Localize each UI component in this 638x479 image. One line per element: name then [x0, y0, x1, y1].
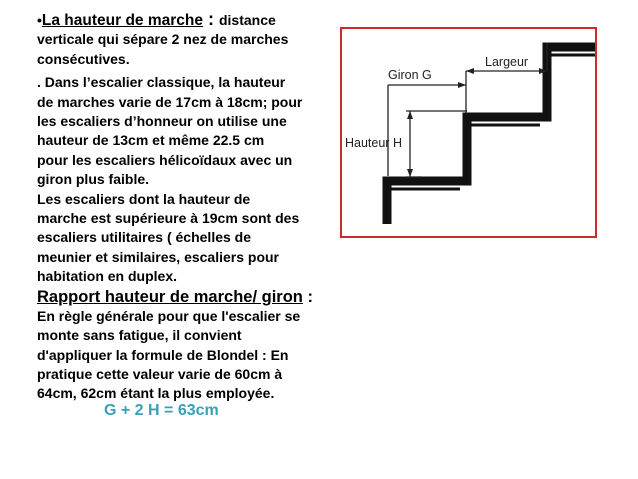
text-block: [37, 10, 349, 404]
heading-colon: :: [302, 287, 313, 306]
text-line: giron plus faible.: [37, 171, 150, 188]
text-line: distance: [218, 12, 276, 28]
hauteur-arrow-bottom: [407, 169, 413, 177]
stair-diagram: [340, 27, 597, 238]
text-line: habitation en duplex.: [37, 268, 178, 285]
blondel-formula: G + 2 H = 63cm: [104, 402, 219, 419]
heading-rapport-hauteur-giron: Rapport hauteur de marche/ giron: [37, 287, 303, 306]
text-line: d'appliquer la formule de Blondel : En: [37, 346, 289, 363]
largeur-arrow-left: [466, 68, 474, 74]
label-hauteur: Hauteur H: [345, 136, 402, 150]
text-line: de marches varie de 17cm à 18cm; pour: [37, 93, 303, 110]
paragraph-hauteur-de-marche: [37, 10, 349, 30]
text-line: marche est supérieure à 19cm sont des: [37, 210, 300, 227]
text-line: En règle générale pour que l'escalier se: [37, 307, 301, 324]
text-line: hauteur de 13cm et même 22.5 cm: [37, 132, 265, 149]
text-line: . Dans l’escalier classique, la hauteur: [37, 74, 286, 91]
bullet: •: [37, 12, 42, 28]
text-line: verticale qui sépare 2 nez de marches: [37, 31, 289, 48]
heading-hauteur-de-marche: La hauteur de marche: [41, 12, 203, 29]
paragraph-rapport: [37, 287, 349, 307]
label-largeur: Largeur: [485, 55, 529, 69]
text-line: pratique cette valeur varie de 60cm à: [37, 365, 283, 382]
text-line: escaliers utilitaires ( échelles de: [37, 229, 252, 246]
text-line: meunier et similaires, escaliers pour: [37, 248, 280, 265]
text-line: Les escaliers dont la hauteur de: [37, 190, 251, 207]
hauteur-arrow-top: [407, 111, 413, 119]
giron-arrow-right: [458, 82, 466, 88]
text-line: pour les escaliers hélicoïdaux avec un: [37, 151, 293, 168]
text-line: monte sans fatigue, il convient: [37, 327, 242, 344]
stair-diagram-svg: [342, 29, 595, 236]
text-line: les escaliers d’honneur on utilise une: [37, 113, 287, 130]
heading-colon: :: [202, 9, 219, 29]
text-line: consécutives.: [37, 50, 130, 67]
text-line: 64cm, 62cm étant la plus employée.: [37, 385, 275, 402]
label-giron: Giron G: [388, 68, 432, 82]
